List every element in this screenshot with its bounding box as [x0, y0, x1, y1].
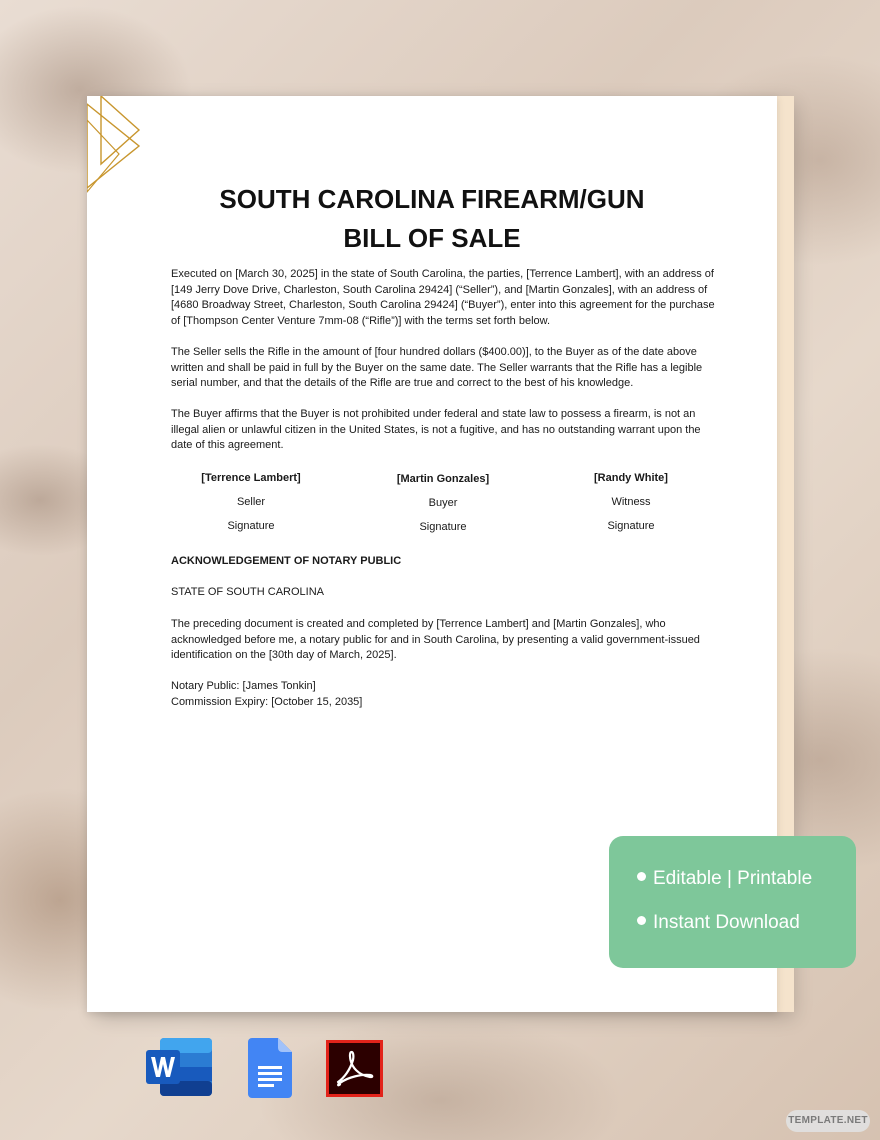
- paragraph-sale-terms: The Seller sells the Rifle in the amount of [four hundred dollars ($400.00)], to the Buyer as of the date above written and shall be paid in full by the Buyer on the same date. The Seller warrants that the Rifle has a legible serial number, and that the details of the Rifle are true and correct to the best of his knowledge.: [171, 346, 703, 390]
- notary-heading: ACKNOWLEDGEMENT OF NOTARY PUBLIC: [171, 555, 402, 567]
- bullet-icon: [637, 916, 646, 925]
- paragraph-notary-acknowledgement: The preceding document is created and completed by [Terrence Lambert] and [Martin Gonzales], who acknowledged before me, a notary public for and in South Carolina, by presenting a valid government-issued identification on the [30th day of March, 2025].: [171, 618, 700, 662]
- signer-name: [Terrence Lambert]: [201, 472, 301, 484]
- signer-role: Buyer: [428, 497, 458, 509]
- google-docs-icon[interactable]: [248, 1038, 292, 1098]
- signature-block-witness: [531, 472, 731, 532]
- signer-role: Seller: [236, 496, 266, 508]
- signer-role: Witness: [611, 496, 651, 508]
- signature-block-seller: [151, 472, 351, 532]
- notary-details: [171, 679, 716, 710]
- signer-name: [Randy White]: [594, 472, 668, 484]
- bullet-icon: [637, 872, 646, 881]
- signature-label: Signature: [419, 521, 467, 533]
- state-line: STATE OF SOUTH CAROLINA: [171, 586, 324, 598]
- features-badge: [609, 836, 856, 968]
- title-line-1: SOUTH CAROLINA FIREARM/GUN: [219, 184, 645, 214]
- signature-label: Signature: [607, 520, 655, 532]
- signature-block-buyer: [343, 473, 543, 533]
- document-title: [87, 180, 777, 258]
- badge-item-download: [637, 912, 800, 934]
- template-net-watermark: TEMPLATE.NET: [786, 1110, 870, 1132]
- paragraph-buyer-affirmation: The Buyer affirms that the Buyer is not prohibited under federal and state law to possess a firearm, is not an illegal alien or unlawful citizen in the United States, is not a fugitive, and has no outstanding warrant upon the date of this agreement.: [171, 408, 701, 452]
- commission-expiry-line: Commission Expiry: [October 15, 2035]: [171, 695, 363, 708]
- notary-public-line: Notary Public: [James Tonkin]: [171, 680, 316, 692]
- paragraph-parties: Executed on [March 30, 2025] in the state of South Carolina, the parties, [Terrence Lambert], with an address of [149 Jerry Dove Drive, Charleston, South Carolina 29424] (“Seller”), and [Martin Gonzales], with an address of [4680 Broadway Street, Charleston, South Carolina 29424] (“Buyer”), enter into this agreement for the purchase of [Thompson Center Venture 7mm-08 (“Rifle”)] with the terms set forth below.: [171, 268, 715, 327]
- signer-name: [Martin Gonzales]: [396, 473, 490, 485]
- title-line-2: BILL OF SALE: [343, 223, 521, 253]
- pdf-icon[interactable]: [326, 1040, 383, 1097]
- word-icon[interactable]: [146, 1038, 212, 1096]
- badge-item-label: Instant Download: [653, 912, 800, 933]
- badge-item-label: Editable | Printable: [653, 868, 813, 889]
- signature-label: Signature: [227, 520, 275, 532]
- badge-item-editable: [637, 868, 812, 890]
